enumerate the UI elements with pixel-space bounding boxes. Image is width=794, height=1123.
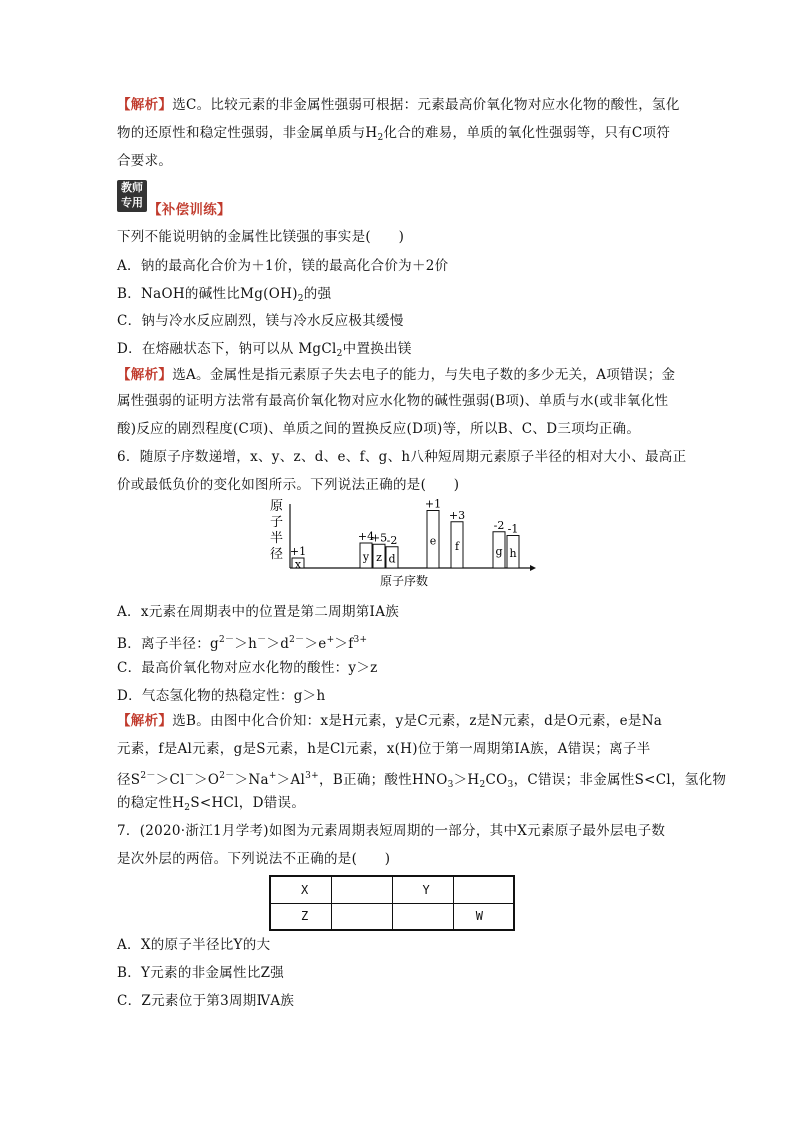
periodic-table-fragment: [269, 875, 515, 931]
text: D．在熔融状态下，钠可以从 MgCl: [117, 341, 337, 357]
analysis-2-line-3: 酸)反应的剧烈程度(C项)、单质之间的置换反应(D项)等，所以B、C、D三项均正确。: [117, 421, 641, 437]
analysis-line-3: 合要求。: [117, 153, 173, 169]
y-label-char: 径: [270, 547, 284, 562]
superscript: +: [326, 635, 335, 645]
analysis-3-line-1: [117, 712, 677, 730]
valence-label-y: +4: [357, 530, 375, 543]
analysis-2-line-2: 属性强弱的证明方法常有最高价氧化物对应水化物的碱性强弱(B项)、单质与水(或非氧化性: [117, 393, 669, 409]
y-label-char: 原: [270, 499, 284, 514]
y-label-char: 子: [270, 515, 284, 530]
x-axis-arrow: [530, 565, 536, 571]
option-6c: C．最高价氧化物对应水化物的酸性：y＞z: [117, 660, 378, 676]
text: ＞d: [266, 636, 290, 652]
option-6a: A．x元素在周期表中的位置是第二周期第ⅠA族: [117, 604, 400, 620]
text: S<HCl，D错误。: [190, 795, 306, 811]
analysis-label: 【解析】: [117, 367, 173, 383]
analysis-label: 【解析】: [117, 97, 173, 113]
option-6b: [117, 631, 677, 653]
analysis-line-2: [117, 124, 677, 147]
teacher-use-stamp: [117, 180, 147, 212]
question-7-line-1: 7．(2020·浙江1月学考)如图为元素周期表短周期的一部分，其中X元素原子最外层电子数: [117, 823, 666, 839]
chart-y-label: [270, 499, 283, 562]
option-d: [117, 340, 677, 363]
text: ＞e: [304, 636, 327, 652]
text: 径S: [117, 772, 141, 788]
subscript: 3: [447, 780, 454, 790]
superscript: 2－: [219, 771, 235, 781]
chart-x-label: 原子序数: [380, 574, 429, 588]
subscript: 2: [479, 780, 486, 790]
superscript: －: [257, 635, 267, 645]
table-cell: X: [270, 876, 331, 903]
question-6-line-2: 价或最低负价的变化如图所示。下列说法正确的是( ): [117, 477, 460, 493]
analysis-3-line-2: 元素，f是Al元素，g是S元素，h是Cl元素，x(H)位于第一周期第ⅠA族，A错误；离子半: [117, 741, 651, 757]
bar-label-y: y: [362, 550, 370, 564]
option-7b: B．Y元素的非金属性比Z强: [117, 965, 285, 981]
subscript: 3: [507, 780, 514, 790]
text: ＞Al: [276, 772, 306, 788]
supplement-heading: [148, 201, 708, 219]
table-cell: [331, 903, 392, 930]
stamp-text: 教师: [121, 181, 143, 194]
table-cell: Y: [392, 876, 453, 903]
subscript: 2: [377, 133, 384, 143]
bar-label-d: d: [388, 552, 396, 566]
text: ＞Cl: [155, 772, 185, 788]
superscript: －: [184, 771, 195, 781]
text: 的强: [303, 286, 332, 302]
analysis-label: 【解析】: [117, 713, 173, 729]
table-cell: [453, 876, 514, 903]
text: B．NaOH的碱性比Mg(OH): [117, 286, 298, 302]
superscript: +: [268, 771, 277, 781]
text: ＞f: [334, 636, 354, 652]
analysis-3-line-4: [117, 794, 677, 817]
option-7a: A．X的原子半径比Y的大: [117, 937, 271, 953]
text: ＞Na: [234, 772, 269, 788]
option-c: C．钠与冷水反应剧烈，镁与冷水反应极其缓慢: [117, 313, 404, 329]
option-6d: D．气态氢化物的热稳定性：g＞h: [117, 688, 326, 704]
text: 选A。金属性是指元素原子失去电子的能力，与失电子数的多少无关，A项错误；金: [172, 367, 676, 383]
heading-label: 【补偿训练】: [148, 202, 231, 218]
question-6-line-1: 6．随原子序数递增，x、y、z、d、e、f、g、h八种短周期元素原子半径的相对大小、最高正: [117, 449, 687, 465]
analysis-line-1: [117, 96, 680, 114]
valence-label-h: -1: [507, 522, 519, 536]
table-cell: [331, 876, 392, 903]
text: CO: [485, 772, 508, 788]
analysis-2-line-1: [117, 366, 677, 384]
text: ＞h: [234, 636, 258, 652]
subscript: 2: [297, 294, 304, 304]
table-cell: Z: [270, 903, 331, 930]
bar-label-e: e: [429, 534, 437, 548]
question-stem: 下列不能说明钠的金属性比镁强的事实是( ): [117, 229, 405, 245]
valence-label-g: -2: [493, 518, 505, 532]
superscript: 2－: [289, 635, 305, 645]
table-row: [270, 903, 514, 930]
bar-label-f: f: [454, 539, 460, 553]
y-label-char: 半: [270, 531, 284, 546]
option-b: [117, 285, 677, 308]
option-7c: C．Z元素位于第3周期ⅣA族: [117, 993, 295, 1009]
subscript: 2: [336, 349, 343, 359]
text: ＞H: [453, 772, 480, 788]
superscript: 3+: [305, 771, 320, 781]
text: 化合的难易，单质的氧化性强弱等，只有C项符: [383, 125, 671, 141]
text: B．离子半径：g: [117, 636, 219, 652]
bar-label-z: z: [376, 551, 382, 565]
radius-valence-chart: [268, 496, 538, 592]
bar-label-h: h: [509, 546, 517, 560]
valence-label-z: +5: [370, 531, 388, 545]
valence-label-x: +1: [289, 545, 307, 558]
superscript: 3+: [353, 635, 368, 645]
text: 选C。比较元素的非金属性强弱可根据：元素最高价氧化物对应水化物的酸性，氢化: [172, 97, 680, 113]
text: ＞O: [194, 772, 220, 788]
text: 选B。由图中化合价知：x是H元素，y是C元素，z是N元素，d是O元素，e是Na: [172, 713, 663, 729]
bar-label-g: g: [495, 544, 503, 558]
stamp-text: 专用: [121, 196, 143, 209]
text: 中置换出镁: [342, 341, 412, 357]
valence-label-d: -2: [386, 533, 398, 547]
superscript: 2－: [218, 635, 235, 645]
text: ，C错误；非金属性S<Cl，氢化物: [513, 772, 727, 788]
text: 的稳定性H: [117, 795, 185, 811]
table-row: [270, 876, 514, 903]
option-a: A．钠的最高化合价为＋1价，镁的最高化合价为＋2价: [117, 258, 449, 274]
question-7-line-2: 是次外层的两倍。下列说法不正确的是( ): [117, 851, 391, 867]
text: ，B正确；酸性HNO: [319, 772, 448, 788]
valence-label-e: +1: [424, 497, 442, 511]
subscript: 2: [184, 803, 191, 813]
superscript: 2－: [140, 771, 156, 781]
analysis-3-line-3: [117, 767, 727, 794]
text: 物的还原性和稳定性强弱，非金属单质与H: [117, 125, 378, 141]
bar-label-x: x: [294, 558, 302, 571]
table-cell: [392, 903, 453, 930]
valence-label-f: +3: [448, 508, 466, 522]
table-cell: W: [453, 903, 514, 930]
